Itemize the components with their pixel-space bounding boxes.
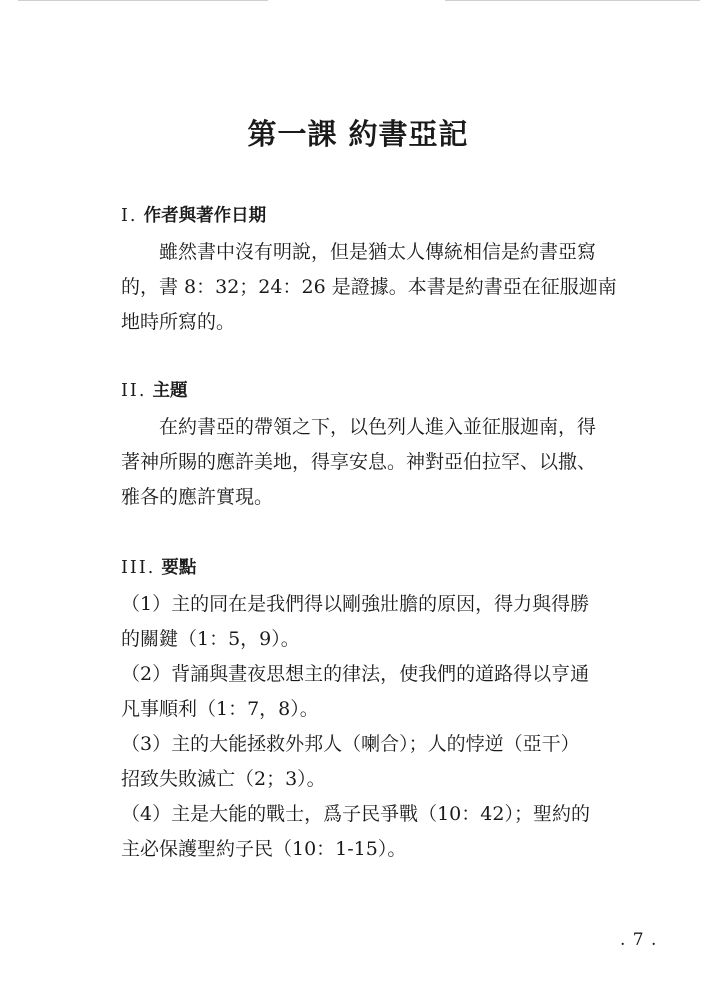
section-number: III. [121,558,156,578]
paragraph-line: 雅各的應許實現。 [121,486,274,508]
section-heading [121,203,621,229]
key-point-line: （2）背誦與晝夜思想主的律法，使我們的道路得以亨通 [121,663,590,685]
key-point-line: 的關鍵（1：5，9）。 [121,628,300,650]
paragraph [121,410,621,515]
top-rule-right [445,0,700,1]
section-number: I. [121,206,138,226]
key-point-line: （1）主的同在是我們得以剛強壯膽的原因，得力與得勝 [121,593,590,615]
section-author-date [121,203,621,340]
section-title: 主題 [152,381,188,401]
key-point [121,587,621,657]
paragraph-line: 著神所賜的應許美地，得享安息。神對亞伯拉罕、以撒、 [121,451,597,473]
key-point [121,797,621,867]
key-point-line: 主必保護聖約子民（10：1-15）。 [121,838,407,860]
section-title: 作者與著作日期 [143,206,267,226]
paragraph-line: 地時所寫的。 [121,311,236,333]
paragraph-line: 的，書 8：32；24：26 是證據。本書是約書亞在征服迦南 [121,276,617,298]
paragraph [121,235,621,340]
section-theme [121,378,621,515]
page-title: 第一課 約書亞記 [247,117,469,151]
section-number: II. [121,381,147,401]
key-point-line: （4）主是大能的戰士，爲子民爭戰（10：42）；聖約的 [121,803,590,825]
section-heading [121,378,621,404]
paragraph-line: 雖然書中沒有明說，但是猶太人傳統相信是約書亞寫 [159,241,597,263]
key-point [121,727,621,797]
section-title: 要點 [161,558,197,578]
paragraph-line: 在約書亞的帶領之下，以色列人進入並征服迦南，得 [159,416,597,438]
key-point-line: 招致失敗滅亡（2；3）。 [121,768,326,790]
section-heading [121,555,621,581]
top-rule-left [18,0,268,1]
page-number: . 7 . [620,930,658,950]
key-point-line: （3）主的大能拯救外邦人（喇合）；人的悖逆（亞干） [121,733,580,755]
key-point-line: 凡事順利（1：7，8）。 [121,698,319,720]
key-point [121,657,621,727]
section-key-points [121,555,621,867]
